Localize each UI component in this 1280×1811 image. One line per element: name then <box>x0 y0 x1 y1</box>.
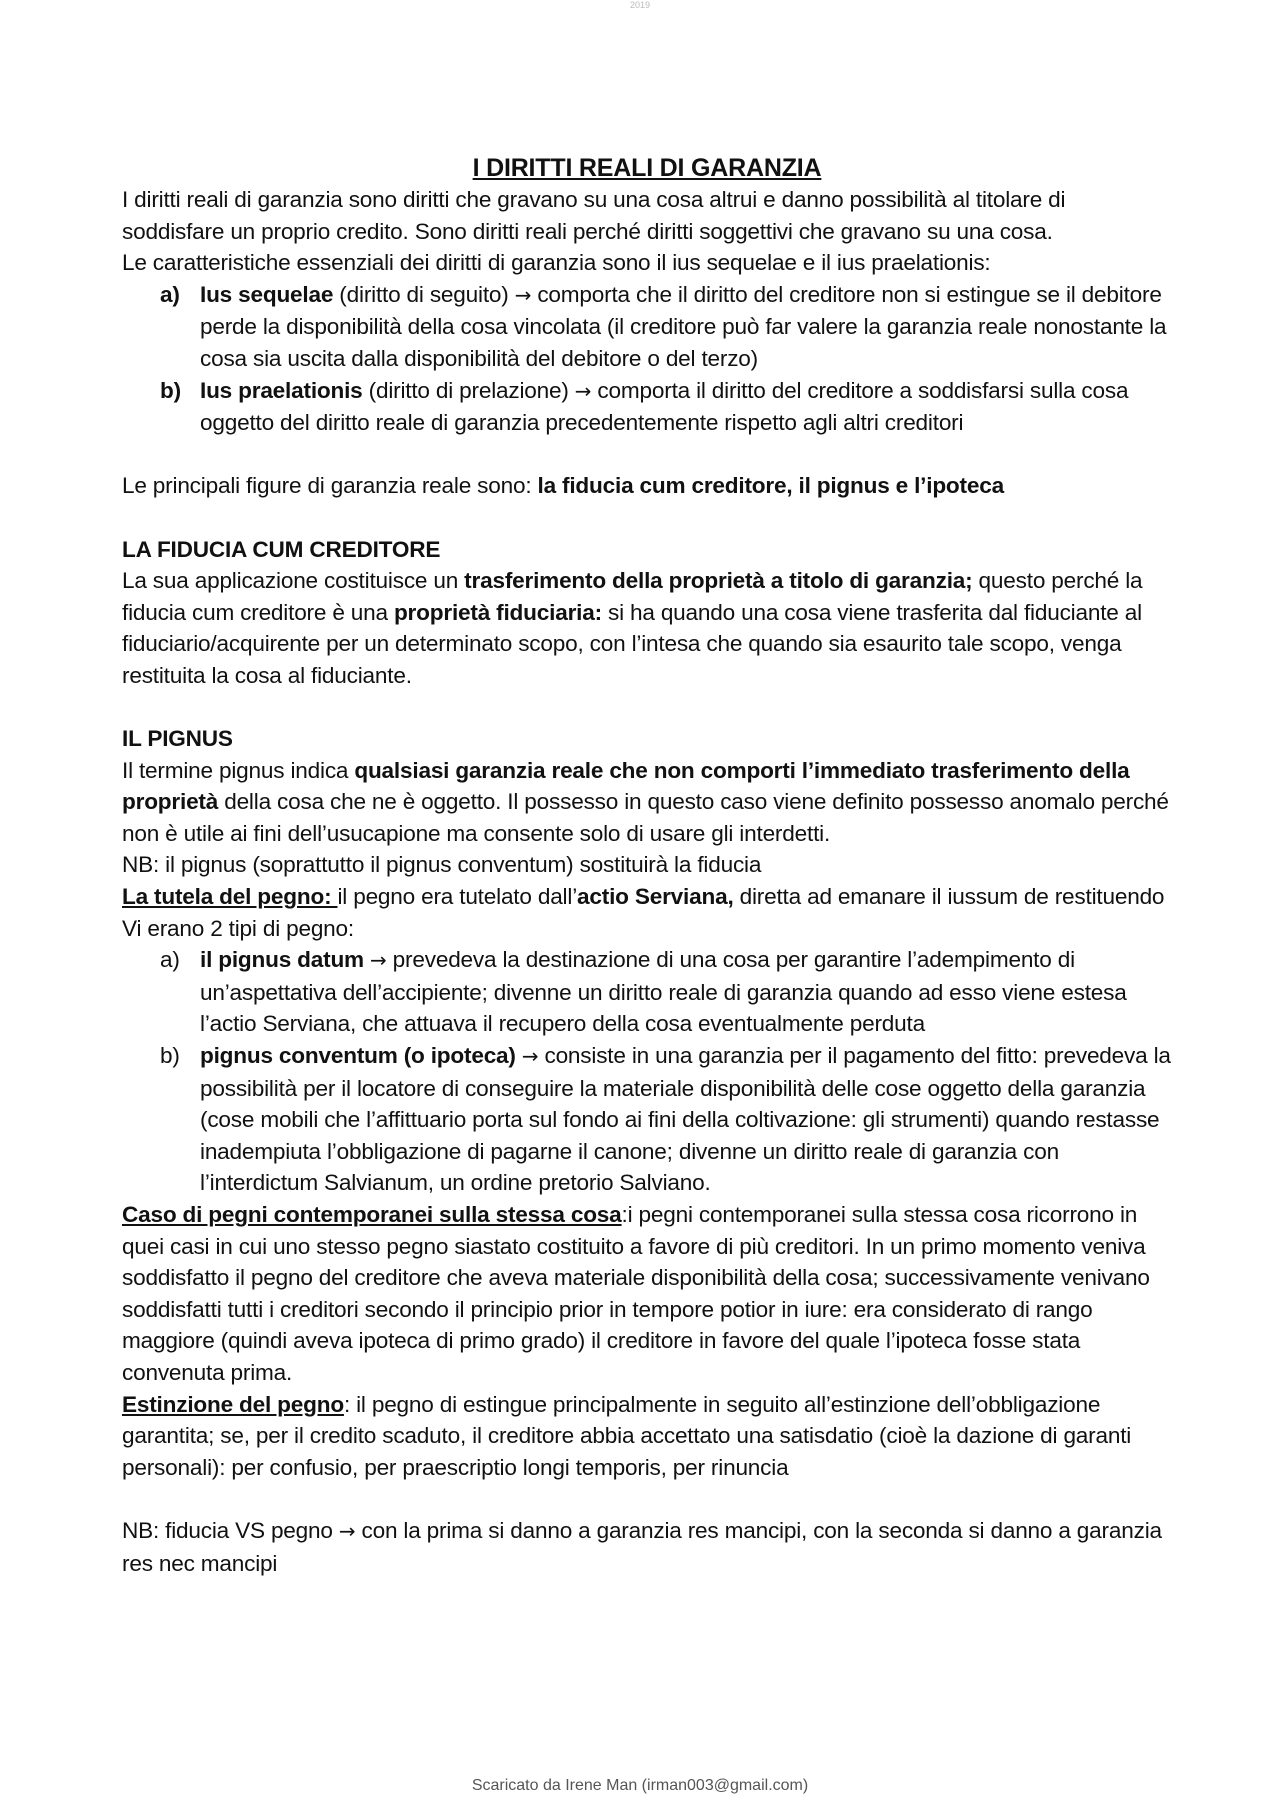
list-text: prevedeva la destinazione di una cosa per garantire l’adempimento di un’aspettativa dell’accipiente; divenne un diritto reale di garanzia quando ad esso viene estesa l’actio Serviana, che attuava il recupero della cosa eventualmente perduta <box>200 947 1127 1037</box>
list-item <box>122 279 1172 375</box>
arrow-right-icon: → <box>338 1518 356 1543</box>
fiducia-paragraph <box>122 565 1172 691</box>
pignus-nb: NB: il pignus (soprattutto il pignus conventum) sostituirà la fiducia <box>122 852 762 878</box>
list-item <box>122 944 1172 1040</box>
nb-text: NB: fiducia VS pegno <box>122 1517 339 1543</box>
tipi-intro: Vi erano 2 tipi di pegno: <box>122 915 354 941</box>
list-paren: (diritto di prelazione) <box>362 377 575 403</box>
caso-text: :i pegni contemporanei sulla stessa cosa ricorrono in quei casi in cui uno stesso pegno siastato costituito a favore di più creditori. In un primo momento veniva soddisfatto il pegno del creditore che aveva materiale disponibilità della cosa; successivamente venivano soddisfatti tutti i creditori secondo il principio prior in tempore potior in iure: era considerato di rango maggiore (quindi aveva ipoteca di primo grado) il creditore in favore del quale l’ipoteca fosse stata convenuta prima. <box>122 1202 1150 1385</box>
list-text: comporta il diritto del creditore a soddisfarsi sulla cosa oggetto del diritto reale di garanzia precedentemente rispetto agli altri creditori <box>200 377 1129 436</box>
estinzione-label: Estinzione del pegno <box>122 1391 344 1417</box>
figures-paragraph <box>122 470 1172 502</box>
pegno-types-list <box>122 944 1172 1199</box>
list-paren: (diritto di seguito) <box>333 281 515 307</box>
list-marker: a) <box>160 281 180 307</box>
tutela-label: La tutela del pegno: <box>122 884 338 910</box>
page-title: I DIRITTI REALI DI GARANZIA <box>472 154 822 182</box>
list-term: Ius praelationis <box>200 377 363 403</box>
list-item <box>122 1040 1172 1199</box>
pignus-bold: qualsiasi garanzia reale che non comporti l’immediato trasferimento della proprietà <box>122 757 1130 815</box>
caso-paragraph <box>122 1199 1172 1389</box>
pignus-heading: IL PIGNUS <box>122 726 233 752</box>
figures-lead: Le principali figure di garanzia reale sono: <box>122 473 538 499</box>
fiducia-bold: trasferimento della proprietà a titolo di garanzia; <box>464 568 973 594</box>
tutela-paragraph <box>122 881 1172 913</box>
list-marker: b) <box>160 377 181 403</box>
fiducia-text: si ha quando una cosa viene trasferita dal fiduciante al fiduciario/acquirente per un determinato scopo, con l’intesa che quando sia esaurito tale scopo, venga restituita la cosa al fiduciante. <box>122 599 1142 688</box>
pignus-text: Il termine pignus indica <box>122 757 355 783</box>
intro-paragraph-2: Le caratteristiche essenziali dei diritti di garanzia sono il ius sequelae e il ius praelationis: <box>122 250 991 276</box>
pignus-text: della cosa che ne è oggetto. Il possesso in questo caso viene definito possesso anomalo perché non è utile ai fini dell’usucapione ma consente solo di usare gli interdetti. <box>122 789 1169 846</box>
arrow-right-icon: → <box>514 282 532 307</box>
list-term: il pignus datum <box>200 947 364 973</box>
ius-list <box>122 279 1172 439</box>
list-term: Ius sequelae <box>200 281 334 307</box>
tutela-text: diretta ad emanare il iussum de restituendo <box>733 884 1165 910</box>
arrow-right-icon: → <box>574 378 592 403</box>
estinzione-paragraph <box>122 1389 1172 1484</box>
figures-bold: la fiducia cum creditore, il pignus e l’ipoteca <box>537 473 1004 499</box>
list-text: consiste in una garanzia per il pagamento del fitto: prevedeva la possibilità per il locatore di conseguire la materiale disponibilità delle cose oggetto della garanzia (cose mobili che l’affittuario porta sul fondo ai fini della coltivazione: gli strumenti) quando restasse inadempiuta l’obbligazione di pagarne il canone; divenne un diritto reale di garanzia con l’interdictum Salvianum, un ordine pretorio Salviano. <box>200 1043 1171 1196</box>
pignus-paragraph <box>122 755 1172 850</box>
list-marker: a) <box>160 947 180 973</box>
nb-text: con la prima si danno a garanzia res mancipi, con la seconda si danno a garanzia res nec mancipi <box>122 1517 1162 1576</box>
list-term: pignus conventum (o ipoteca) <box>200 1043 516 1069</box>
page-top-mark: 2019 <box>629 0 651 10</box>
fiducia-text: La sua applicazione costituisce un <box>122 568 465 594</box>
list-text: comporta che il diritto del creditore non si estingue se il debitore perde la disponibilità della cosa vincolata (il creditore può far valere la garanzia reale nonostante la cosa sia uscita dalla disponibilità del debitore o del terzo) <box>200 281 1167 371</box>
arrow-right-icon: → <box>370 948 387 973</box>
nb-final <box>122 1515 1172 1579</box>
tutela-bold: actio Serviana, <box>577 884 734 910</box>
intro-paragraph-1: I diritti reali di garanzia sono diritti che gravano su una cosa altrui e danno possibilità al titolare di soddisfare un proprio credito. Sono diritti reali perché diritti soggettivi che gravano su una cosa. <box>122 187 1066 244</box>
document-body <box>122 152 1172 1579</box>
fiducia-bold: proprietà fiduciaria: <box>393 599 602 625</box>
tutela-text: il pegno era tutelato dall’ <box>337 884 578 910</box>
list-marker: b) <box>160 1043 180 1069</box>
estinzione-text: : il pegno di estingue principalmente in seguito all’estinzione dell’obbligazione garantita; se, per il credito scaduto, il creditore abbia accettato una satisdatio (cioè la dazione di garanti personali): per confusio, per praescriptio longi temporis, per rinuncia <box>122 1391 1132 1480</box>
fiducia-text: questo perché la fiducia cum creditore è una <box>122 568 1143 625</box>
fiducia-heading: LA FIDUCIA CUM CREDITORE <box>122 536 441 562</box>
list-item <box>122 375 1172 439</box>
download-footer: Scaricato da Irene Man (irman003@gmail.com) <box>471 1777 809 1794</box>
arrow-right-icon: → <box>521 1044 539 1069</box>
caso-label: Caso di pegni contemporanei sulla stessa cosa <box>122 1202 622 1227</box>
